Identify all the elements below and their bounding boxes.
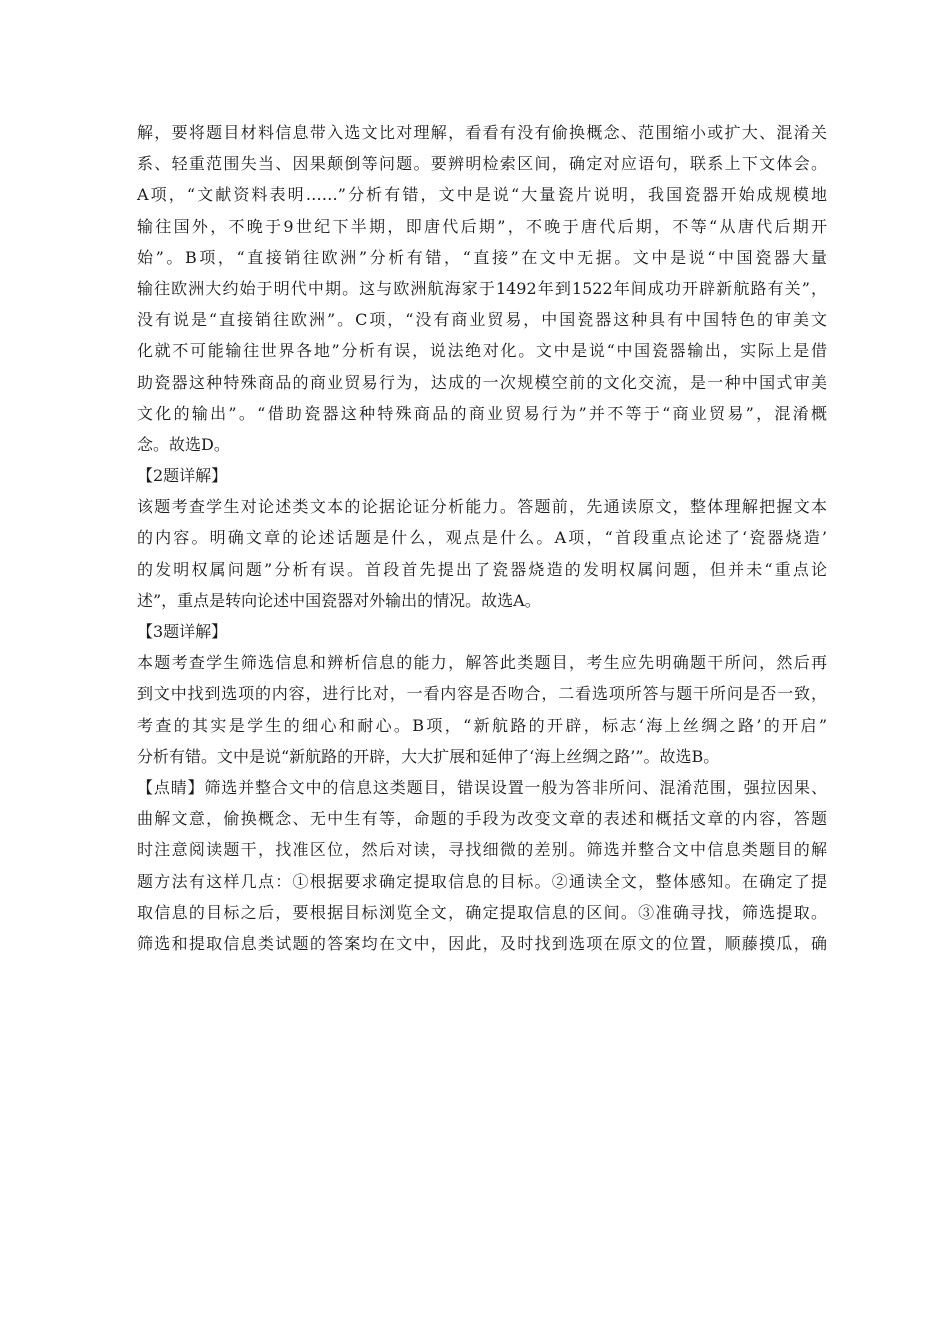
text-line: 始”。B项，“直接销往欧洲”分析有错，“直接”在文中无据。文中是说“中国瓷器大量	[137, 247, 827, 267]
text-line: 助瓷器这种特殊商品的商业贸易行为，达成的一次规模空前的文化交流，是一种中国式审美	[137, 372, 827, 392]
text-line: 输往国外，不晚于9世纪下半期，即唐代后期”，不晚于唐代后期，不等“从唐代后期开	[137, 216, 827, 236]
text-line: 没有说是“直接销往欧洲”。C项，“没有商业贸易，中国瓷器这种具有中国特色的审美文	[137, 310, 827, 330]
text-line: 时注意阅读题干，找准区位，然后对读，寻找细微的差别。筛选并整合文中信息类题目的解	[137, 840, 827, 860]
text-line: 念。故选D。	[137, 434, 230, 454]
text-line: 到文中找到选项的内容，进行比对，一看内容是否吻合，二看选项所答与题干所问是否一致，	[137, 684, 827, 704]
text-line: A项，“文献资料表明……”分析有错，文中是说“大量瓷片说明，我国瓷器开始成规模地	[137, 185, 827, 205]
paragraph-key-points	[137, 772, 827, 959]
text-line: 的内容。明确文章的论述话题是什么，观点是什么。A项，“首段重点论述了‘瓷器烧造’	[137, 528, 827, 548]
text-line: 【点睛】筛选并整合文中的信息这类题目，错误设置一般为答非所问、混淆范围，强拉因果、	[137, 777, 827, 797]
text-line: 该题考查学生对论述类文本的论据论证分析能力。答题前，先通读原文，整体理解把握文本	[137, 497, 827, 517]
text-line: 系、轻重范围失当、因果颠倒等问题。要辨明检索区间，确定对应语句，联系上下文体会。	[137, 154, 827, 174]
paragraph-answer-1-continued	[137, 117, 827, 460]
document-body	[137, 117, 827, 959]
text-line: 述”，重点是转向论述中国瓷器对外输出的情况。故选A。	[137, 590, 541, 610]
text-line: 题方法有这样几点：①根据要求确定提取信息的目标。②通读全文，整体感知。在确定了提	[137, 871, 827, 891]
text-line: 分析有错。文中是说“新航路的开辟，大大扩展和延伸了‘海上丝绸之路’”。故选B。	[137, 746, 720, 766]
text-line: 筛选和提取信息类试题的答案均在文中，因此，及时找到选项在原文的位置，顺藤摸瓜，确	[137, 933, 827, 953]
text-line: 曲解文意，偷换概念、无中生有等，命题的手段为改变文章的表述和概括文章的内容，答题	[137, 809, 827, 829]
text-line: 文化的输出”。“借助瓷器这种特殊商品的商业贸易行为”并不等于“商业贸易”，混淆概	[137, 403, 827, 423]
text-line: 化就不可能输往世界各地”分析有误，说法绝对化。文中是说“中国瓷器输出，实际上是借	[137, 341, 827, 361]
section-heading-question-3: 【3题详解】	[137, 622, 228, 641]
text-line: 取信息的目标之后，要根据目标浏览全文，确定提取信息的区间。③准确寻找，筛选提取。	[137, 902, 827, 922]
text-line: 的发明权属问题”分析有误。首段首先提出了瓷器烧造的发明权属问题，但并未“重点论	[137, 559, 827, 579]
text-line: 输往欧洲大约始于明代中期。这与欧洲航海家于1492年到1522年间成功开辟新航路有关”，	[137, 278, 827, 298]
text-line: 考查的其实是学生的细心和耐心。B项，“新航路的开辟，标志‘海上丝绸之路’的开启”	[137, 715, 827, 735]
paragraph-answer-2	[137, 491, 827, 616]
section-heading-question-2: 【2题详解】	[137, 466, 228, 486]
text-line: 本题考查学生筛选信息和辨析信息的能力，解答此类题目，考生应先明确题干所问，然后再	[137, 653, 827, 673]
text-line: 解，要将题目材料信息带入选文比对理解，看看有没有偷换概念、范围缩小或扩大、混淆关	[137, 123, 827, 142]
paragraph-answer-3	[137, 647, 827, 772]
